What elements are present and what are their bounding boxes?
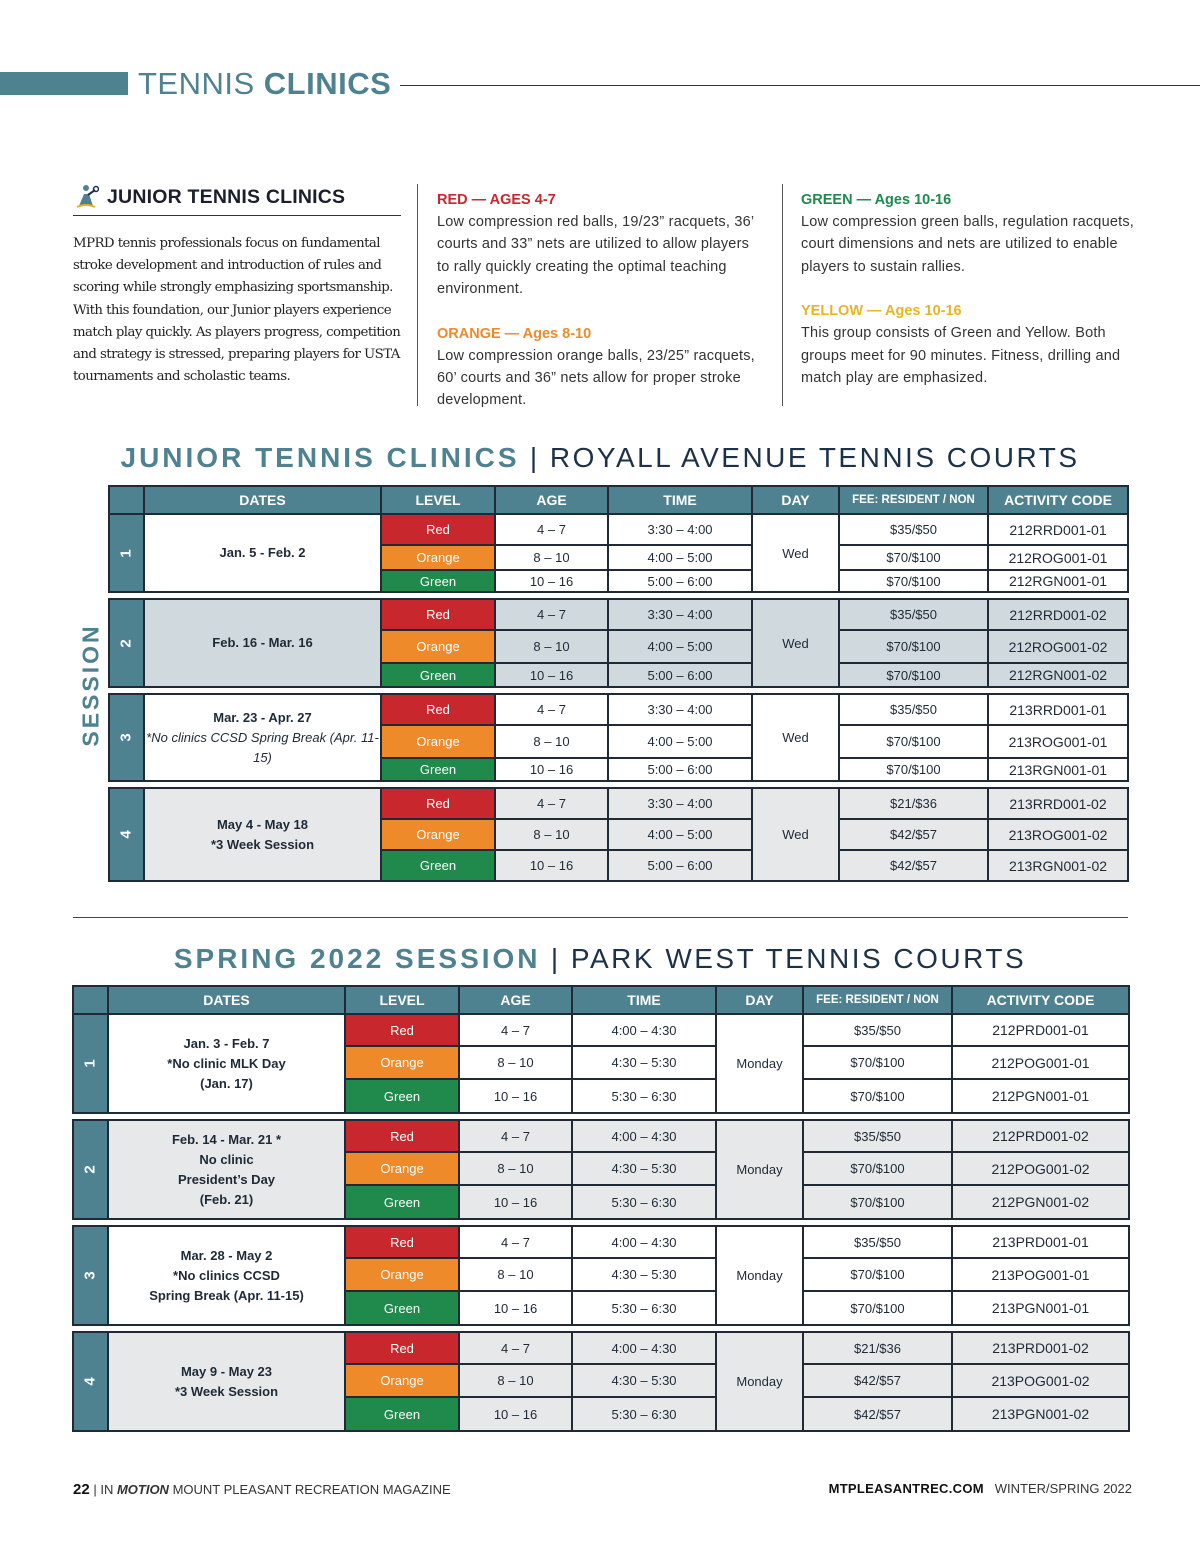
fee-cell: $70/$100 [803, 1046, 952, 1079]
activity-code-cell: 212ROG001-01 [988, 545, 1128, 570]
tennis-player-icon [73, 184, 99, 210]
time-cell: 4:00 – 5:00 [608, 725, 752, 758]
activity-code-cell: 213RRD001-01 [988, 694, 1128, 725]
age-cell: 8 – 10 [459, 1152, 572, 1185]
header-level: LEVEL [381, 486, 495, 514]
fee-cell: $35/$50 [803, 1014, 952, 1046]
time-cell: 5:00 – 6:00 [608, 570, 752, 592]
activity-code-cell: 212RRD001-02 [988, 599, 1128, 630]
fee-cell: $70/$100 [803, 1185, 952, 1219]
green-text: Low compression green balls, regulation racquets, court dimensions and nets are utilized to enable players to sustain rallies. [801, 214, 1135, 275]
activity-code-cell: 212POG001-02 [952, 1152, 1129, 1185]
level-red: Red [345, 1226, 459, 1258]
time-cell: 3:30 – 4:00 [608, 694, 752, 725]
age-cell: 8 – 10 [495, 630, 608, 663]
fee-cell: $42/$57 [839, 819, 988, 850]
header-time: TIME [572, 986, 716, 1014]
header-fee: FEE: RESIDENT / NON [839, 486, 988, 514]
fee-cell: $70/$100 [803, 1258, 952, 1291]
fee-cell: $70/$100 [839, 758, 988, 781]
level-orange: Orange [381, 725, 495, 758]
activity-code-cell: 212PGN001-01 [952, 1079, 1129, 1113]
table-row [109, 599, 1128, 630]
fee-cell: $35/$50 [803, 1226, 952, 1258]
time-cell: 4:00 – 4:30 [572, 1332, 716, 1364]
activity-code-cell: 213ROG001-01 [988, 725, 1128, 758]
table-header-row [109, 486, 1128, 514]
fee-cell: $35/$50 [839, 514, 988, 545]
age-cell: 10 – 16 [459, 1397, 572, 1431]
fee-cell: $35/$50 [803, 1120, 952, 1152]
orange-heading: ORANGE — Ages 8-10 [437, 325, 592, 342]
header-rule [400, 85, 1200, 86]
session-dates: May 4 - May 18 *3 Week Session [144, 788, 381, 881]
activity-code-cell: 212RGN001-01 [988, 570, 1128, 592]
table-row [73, 1226, 1129, 1258]
level-orange: Orange [381, 630, 495, 663]
parkwest-schedule-table [72, 985, 1130, 1432]
table-row [73, 1332, 1129, 1364]
header-code: ACTIVITY CODE [952, 986, 1129, 1014]
day-cell: Wed [752, 599, 839, 687]
day-cell: Monday [716, 1014, 803, 1113]
time-cell: 4:00 – 5:00 [608, 545, 752, 570]
parkwest-section-title: SPRING 2022 SESSION | PARK WEST TENNIS COURTS [173, 943, 1027, 974]
day-cell: Monday [716, 1226, 803, 1325]
red-text: Low compression red balls, 19/23” racquets, 36’ courts and 33” nets are utilized to allow players to rally quickly creating the optimal teaching environment. [437, 214, 754, 298]
session-dates: Feb. 16 - Mar. 16 [144, 599, 381, 687]
session-number: 4 [73, 1332, 108, 1431]
age-cell: 4 – 7 [495, 788, 608, 819]
fee-cell: $42/$57 [839, 850, 988, 881]
activity-code-cell: 212POG001-01 [952, 1046, 1129, 1079]
orange-text: Low compression orange balls, 23/25” racquets, 60’ courts and 36” nets allow for proper stroke development. [437, 347, 755, 409]
age-cell: 4 – 7 [495, 599, 608, 630]
level-red: Red [381, 788, 495, 819]
time-cell: 4:00 – 4:30 [572, 1014, 716, 1046]
table-row [109, 788, 1128, 819]
time-cell: 5:30 – 6:30 [572, 1079, 716, 1113]
fee-cell: $70/$100 [839, 545, 988, 570]
yellow-text: This group consists of Green and Yellow. Both groups meet for 90 minutes. Fitness, drilling and match play are emphasized. [801, 325, 1121, 387]
activity-code-cell: 213PGN001-02 [952, 1397, 1129, 1431]
time-cell: 3:30 – 4:00 [608, 788, 752, 819]
header-dates: DATES [108, 986, 345, 1014]
age-cell: 10 – 16 [495, 570, 608, 592]
level-descriptions-2 [782, 184, 1142, 406]
header-fee: FEE: RESIDENT / NON [803, 986, 952, 1014]
time-cell: 5:00 – 6:00 [608, 663, 752, 687]
level-orange: Orange [345, 1046, 459, 1079]
fee-cell: $42/$57 [803, 1397, 952, 1431]
age-cell: 10 – 16 [459, 1185, 572, 1219]
activity-code-cell: 213RRD001-02 [988, 788, 1128, 819]
age-cell: 10 – 16 [495, 850, 608, 881]
intro-heading [73, 184, 401, 216]
level-orange: Orange [345, 1258, 459, 1291]
session-number: 1 [109, 514, 144, 592]
level-red: Red [345, 1120, 459, 1152]
green-heading: GREEN — Ages 10-16 [801, 192, 952, 208]
session-number: 3 [109, 694, 144, 781]
level-red: Red [345, 1014, 459, 1046]
intro-column [73, 184, 401, 388]
time-cell: 5:30 – 6:30 [572, 1185, 716, 1219]
level-green: Green [345, 1291, 459, 1325]
fee-cell: $70/$100 [839, 630, 988, 663]
royall-section-title: JUNIOR TENNIS CLINICS | ROYALL AVENUE TENNIS COURTS [120, 442, 1080, 473]
age-cell: 4 – 7 [459, 1226, 572, 1258]
level-red: Red [381, 694, 495, 725]
activity-code-cell: 212PRD001-02 [952, 1120, 1129, 1152]
level-descriptions-1 [417, 184, 761, 409]
level-red: Red [381, 514, 495, 545]
header-day: DAY [716, 986, 803, 1014]
age-cell: 10 – 16 [495, 663, 608, 687]
time-cell: 5:30 – 6:30 [572, 1291, 716, 1325]
session-number: 4 [109, 788, 144, 881]
activity-code-cell: 213POG001-02 [952, 1364, 1129, 1397]
day-cell: Monday [716, 1120, 803, 1219]
session-dates: Mar. 23 - Apr. 27 *No clinics CCSD Spring Break (Apr. 11-15) [144, 694, 381, 781]
header-age: AGE [459, 986, 572, 1014]
age-cell: 8 – 10 [495, 819, 608, 850]
session-number: 1 [73, 1014, 108, 1113]
level-orange: Orange [345, 1152, 459, 1185]
header-session [73, 986, 108, 1014]
activity-code-cell: 213PRD001-01 [952, 1226, 1129, 1258]
fee-cell: $21/$36 [803, 1332, 952, 1364]
table-row [109, 514, 1128, 545]
fee-cell: $70/$100 [803, 1079, 952, 1113]
time-cell: 4:30 – 5:30 [572, 1046, 716, 1079]
session-number: 2 [109, 599, 144, 687]
fee-cell: $35/$50 [839, 599, 988, 630]
header-time: TIME [608, 486, 752, 514]
header-level: LEVEL [345, 986, 459, 1014]
age-cell: 8 – 10 [459, 1364, 572, 1397]
footer-right: MTPLEASANTREC.COM WINTER/SPRING 2022 [828, 1481, 1132, 1496]
table-row [73, 1120, 1129, 1152]
level-orange: Orange [381, 819, 495, 850]
intro-body: MPRD tennis professionals focus on fundamental stroke development and introduction of rules and scoring while strongly emphasizing sportsmanship. With this foundation, our Junior players experience match play quickly. As players progress, competition and strategy is stressed, preparing players for USTA tournaments and scholastic teams. [73, 236, 401, 385]
activity-code-cell: 212PGN001-02 [952, 1185, 1129, 1219]
table-row [73, 1014, 1129, 1046]
activity-code-cell: 213RGN001-01 [988, 758, 1128, 781]
session-dates: May 9 - May 23 *3 Week Session [108, 1332, 345, 1431]
level-green: Green [345, 1185, 459, 1219]
session-dates: Mar. 28 - May 2 *No clinics CCSD Spring Break (Apr. 11-15) [108, 1226, 345, 1325]
fee-cell: $70/$100 [803, 1152, 952, 1185]
level-green: Green [381, 758, 495, 781]
footer-left: 22 | IN MOTION MOUNT PLEASANT RECREATION MAGAZINE [73, 1481, 451, 1498]
age-cell: 4 – 7 [495, 694, 608, 725]
age-cell: 10 – 16 [495, 758, 608, 781]
time-cell: 5:00 – 6:00 [608, 850, 752, 881]
age-cell: 4 – 7 [495, 514, 608, 545]
activity-code-cell: 213PGN001-01 [952, 1291, 1129, 1325]
level-green: Green [381, 570, 495, 592]
activity-code-cell: 213PRD001-02 [952, 1332, 1129, 1364]
fee-cell: $70/$100 [803, 1291, 952, 1325]
age-cell: 10 – 16 [459, 1291, 572, 1325]
yellow-heading: YELLOW — Ages 10-16 [801, 303, 962, 320]
time-cell: 4:00 – 5:00 [608, 819, 752, 850]
level-red: Red [381, 599, 495, 630]
page-title: TENNIS CLINICS [138, 66, 392, 101]
royall-schedule-table [108, 485, 1129, 882]
level-green: Green [381, 850, 495, 881]
header-age: AGE [495, 486, 608, 514]
activity-code-cell: 213ROG001-02 [988, 819, 1128, 850]
header-dates: DATES [144, 486, 381, 514]
age-cell: 8 – 10 [459, 1258, 572, 1291]
fee-cell: $42/$57 [803, 1364, 952, 1397]
activity-code-cell: 213RGN001-02 [988, 850, 1128, 881]
fee-cell: $70/$100 [839, 725, 988, 758]
day-cell: Monday [716, 1332, 803, 1431]
day-cell: Wed [752, 788, 839, 881]
header-code: ACTIVITY CODE [988, 486, 1128, 514]
header-accent-bar [0, 72, 128, 95]
activity-code-cell: 212ROG001-02 [988, 630, 1128, 663]
fee-cell: $70/$100 [839, 663, 988, 687]
time-cell: 3:30 – 4:00 [608, 599, 752, 630]
day-cell: Wed [752, 694, 839, 781]
session-dates: Jan. 3 - Feb. 7 *No clinic MLK Day (Jan. 17) [108, 1014, 345, 1113]
age-cell: 10 – 16 [459, 1079, 572, 1113]
time-cell: 5:30 – 6:30 [572, 1397, 716, 1431]
fee-cell: $21/$36 [839, 788, 988, 819]
session-dates: Jan. 5 - Feb. 2 [144, 514, 381, 592]
session-number: 3 [73, 1226, 108, 1325]
day-cell: Wed [752, 514, 839, 592]
age-cell: 4 – 7 [459, 1014, 572, 1046]
session-dates: Feb. 14 - Mar. 21 * No clinic President’s Day (Feb. 21) [108, 1120, 345, 1219]
fee-cell: $70/$100 [839, 570, 988, 592]
table-row [109, 694, 1128, 725]
activity-code-cell: 213POG001-01 [952, 1258, 1129, 1291]
level-green: Green [345, 1397, 459, 1431]
session-number: 2 [73, 1120, 108, 1219]
time-cell: 4:30 – 5:30 [572, 1364, 716, 1397]
time-cell: 4:00 – 5:00 [608, 630, 752, 663]
activity-code-cell: 212RRD001-01 [988, 514, 1128, 545]
session-side-label: SESSION [77, 623, 104, 747]
time-cell: 4:00 – 4:30 [572, 1120, 716, 1152]
activity-code-cell: 212PRD001-01 [952, 1014, 1129, 1046]
time-cell: 4:30 – 5:30 [572, 1152, 716, 1185]
activity-code-cell: 212RGN001-02 [988, 663, 1128, 687]
level-red: Red [345, 1332, 459, 1364]
red-heading: RED — AGES 4-7 [437, 192, 556, 208]
level-green: Green [381, 663, 495, 687]
intro-heading-text: JUNIOR TENNIS CLINICS [107, 185, 346, 208]
header-day: DAY [752, 486, 839, 514]
time-cell: 5:00 – 6:00 [608, 758, 752, 781]
age-cell: 4 – 7 [459, 1120, 572, 1152]
table-header-row [73, 986, 1129, 1014]
level-green: Green [345, 1079, 459, 1113]
age-cell: 4 – 7 [459, 1332, 572, 1364]
age-cell: 8 – 10 [459, 1046, 572, 1079]
time-cell: 4:30 – 5:30 [572, 1258, 716, 1291]
age-cell: 8 – 10 [495, 725, 608, 758]
age-cell: 8 – 10 [495, 545, 608, 570]
header-session [109, 486, 144, 514]
time-cell: 3:30 – 4:00 [608, 514, 752, 545]
level-orange: Orange [381, 545, 495, 570]
level-orange: Orange [345, 1364, 459, 1397]
time-cell: 4:00 – 4:30 [572, 1226, 716, 1258]
fee-cell: $35/$50 [839, 694, 988, 725]
section-divider [73, 917, 1128, 918]
